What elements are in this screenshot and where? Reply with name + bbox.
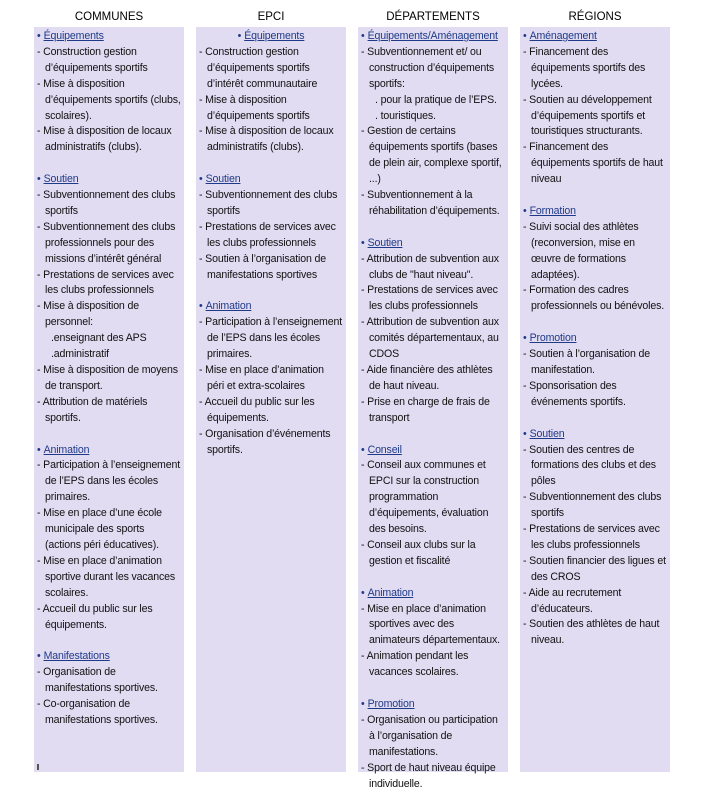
list-item: - Prestations de services avec les clubs professionnels bbox=[37, 268, 174, 297]
list-item: - Animation pendant les vacances scolaires. bbox=[361, 650, 469, 679]
list-item: - Mise à disposition de personnel: bbox=[37, 300, 139, 329]
list-item: - Organisation ou participation à l’organisation de manifestations. bbox=[361, 713, 498, 758]
list-item: - Attribution de matériels sportifs. bbox=[37, 395, 148, 424]
section-title: Promotion bbox=[529, 332, 577, 345]
list-item: - Soutien des athlètes de haut niveau. bbox=[523, 618, 660, 647]
bullet-icon: • bbox=[361, 443, 365, 456]
section-heading bbox=[361, 697, 505, 713]
bullet-icon: • bbox=[361, 236, 365, 249]
list-item: - Co-organisation de manifestations sportives. bbox=[37, 698, 158, 726]
section-title: Animation bbox=[43, 443, 90, 456]
list-item: - Prestations de services avec les clubs professionnels bbox=[199, 220, 336, 249]
list-item: - Soutien à l’organisation de manifestation. bbox=[523, 348, 650, 376]
list-item: - Construction gestion d’équipements sportifs bbox=[37, 45, 148, 74]
section-title: Soutien bbox=[205, 173, 241, 186]
section-title: Équipements bbox=[244, 30, 305, 42]
bullet-icon: • bbox=[523, 332, 527, 345]
list-item: - Accueil du public sur les équipements. bbox=[37, 602, 153, 631]
section-spacer bbox=[199, 156, 343, 172]
list-item: - Mise à disposition de locaux administratifs (clubs). bbox=[199, 125, 334, 154]
section-spacer bbox=[361, 681, 505, 697]
column-body bbox=[196, 27, 346, 772]
section-title: Promotion bbox=[367, 698, 415, 710]
section-heading bbox=[523, 331, 667, 347]
bullet-icon: • bbox=[37, 650, 41, 663]
section-heading bbox=[361, 586, 505, 602]
bullet-icon: • bbox=[523, 204, 527, 217]
list-item: . touristiques. bbox=[375, 109, 436, 122]
column-header: DÉPARTEMENTS bbox=[386, 11, 480, 23]
section-title: Équipements/Aménagement bbox=[367, 30, 498, 42]
section-heading bbox=[361, 236, 505, 252]
column-header: EPCI bbox=[257, 11, 285, 23]
list-item: - Participation à l’enseignement de l’EPS dans les écoles primaires. bbox=[199, 316, 343, 361]
list-item: - Subventionnement des clubs sportifs bbox=[523, 491, 662, 520]
list-item: - Soutien des centres de formations des clubs et des pôles bbox=[523, 443, 656, 488]
list-item: - Prise en charge de frais de transport bbox=[361, 395, 490, 424]
list-item: - Organisation de manifestations sportives. bbox=[37, 666, 158, 695]
list-item: - Mise en place d’animation sportive durant les vacances scolaires. bbox=[37, 554, 176, 599]
list-item: - Subventionnement et/ ou construction d’équipements sportifs: bbox=[361, 45, 495, 90]
section-title: Manifestations bbox=[43, 650, 110, 663]
list-item: - Financement des équipements sportifs des lycées. bbox=[523, 45, 646, 90]
column-departements bbox=[358, 8, 508, 790]
bullet-icon: • bbox=[37, 173, 41, 186]
section-title: Équipements bbox=[43, 30, 104, 42]
section-spacer bbox=[37, 633, 181, 649]
list-item: - Aide financière des athlètes de haut niveau. bbox=[361, 364, 493, 392]
list-item: - Financement des équipements sportifs de haut niveau bbox=[523, 141, 663, 186]
bullet-icon: • bbox=[361, 586, 365, 599]
list-item: - Conseil aux clubs sur la gestion et fiscalité bbox=[361, 538, 476, 567]
column-body bbox=[520, 27, 670, 772]
list-item: - Accueil du public sur les équipements. bbox=[199, 395, 315, 424]
section-heading bbox=[37, 649, 181, 665]
section-heading bbox=[523, 204, 667, 220]
section-heading bbox=[199, 29, 343, 45]
section-heading bbox=[199, 299, 343, 315]
column-body bbox=[358, 27, 508, 790]
section-heading bbox=[361, 29, 505, 45]
list-item: - Prestations de services avec les clubs professionnels bbox=[361, 284, 498, 313]
column-regions bbox=[520, 8, 670, 772]
list-item: - Soutien à l’organisation de manifestations sportives bbox=[199, 252, 326, 281]
column-body bbox=[34, 27, 184, 772]
list-item: - Subventionnement des clubs professionnels pour des missions d’intérêt général bbox=[37, 220, 176, 265]
list-item: - Attribution de subvention aux comités départementaux, au CDOS bbox=[361, 316, 499, 361]
section-title: Soutien bbox=[43, 173, 79, 186]
list-item: - Mise en place d’animation sportives avec des animateurs départementaux. bbox=[361, 602, 500, 647]
section-heading bbox=[361, 443, 505, 459]
section-spacer bbox=[37, 156, 181, 172]
list-item: - Organisation d’événements sportifs. bbox=[199, 427, 331, 456]
bullet-icon: • bbox=[199, 300, 203, 313]
section-heading bbox=[37, 443, 181, 459]
bullet-icon: • bbox=[37, 443, 41, 456]
list-item: - Participation à l’enseignement de l’EPS dans les écoles primaires. bbox=[37, 459, 181, 504]
list-item: .enseignant des APS bbox=[51, 332, 147, 345]
list-item: - Subventionnement à la réhabilitation d’équipements. bbox=[361, 189, 500, 217]
list-item: - Formation des cadres professionnels ou bénévoles. bbox=[523, 284, 665, 313]
bullet-icon: • bbox=[199, 173, 203, 186]
section-title: Animation bbox=[367, 586, 414, 599]
section-spacer bbox=[361, 570, 505, 586]
list-item: - Mise à disposition d’équipements sportifs (clubs, scolaires). bbox=[37, 77, 181, 122]
bullet-icon: • bbox=[237, 30, 242, 42]
column-communes bbox=[34, 8, 184, 772]
column-epci bbox=[196, 8, 346, 772]
list-item: .administratif bbox=[51, 348, 109, 361]
section-heading bbox=[37, 29, 181, 45]
section-title: Aménagement bbox=[529, 30, 597, 42]
list-item: - Subventionnement des clubs sportifs bbox=[37, 189, 176, 217]
list-item: - Suivi social des athlètes (reconversion, mise en œuvre de formations adaptées). bbox=[523, 220, 639, 281]
list-item: - Construction gestion d’équipements sportifs d’intérêt communautaire bbox=[199, 45, 318, 90]
section-spacer bbox=[199, 283, 343, 299]
section-heading bbox=[523, 29, 667, 45]
column-header: COMMUNES bbox=[74, 11, 144, 23]
list-item: - Mise en place d’animation péri et extra-scolaires bbox=[199, 364, 324, 392]
section-title: Formation bbox=[529, 204, 576, 217]
list-item: . pour la pratique de l’EPS. bbox=[375, 93, 497, 106]
section-heading bbox=[199, 172, 343, 188]
list-item: - Aide au recrutement d’éducateurs. bbox=[523, 586, 622, 615]
list-item: - Sport de haut niveau équipe individuelle. bbox=[361, 761, 496, 790]
list-item: - Subventionnement des clubs sportifs bbox=[199, 189, 338, 217]
section-title: Soutien bbox=[367, 236, 403, 249]
section-spacer bbox=[523, 188, 667, 204]
section-heading bbox=[37, 172, 181, 188]
list-item: - Mise en place d’une école municipale des sports (actions péri éducatives). bbox=[37, 507, 162, 551]
list-item: - Mise à disposition de moyens de transport. bbox=[37, 364, 178, 392]
bullet-icon: • bbox=[37, 30, 41, 42]
bullet-icon: • bbox=[523, 427, 527, 440]
list-item: - Gestion de certains équipements sportifs (bases de plein air, complexe sportif, ...) bbox=[361, 125, 502, 186]
section-heading bbox=[523, 427, 667, 443]
list-item: - Soutien au développement d’équipements sportifs et touristiques structurants. bbox=[523, 93, 652, 138]
list-item: - Soutien financier des ligues et des CROS bbox=[523, 554, 666, 583]
section-spacer bbox=[523, 315, 667, 331]
bullet-icon: • bbox=[361, 698, 365, 710]
section-spacer bbox=[37, 427, 181, 443]
section-spacer bbox=[361, 427, 505, 443]
section-spacer bbox=[523, 411, 667, 427]
bullet-icon: • bbox=[361, 30, 365, 42]
list-item: - Mise à disposition de locaux administratifs (clubs). bbox=[37, 125, 172, 154]
bullet-icon: • bbox=[523, 30, 527, 42]
list-item: - Sponsorisation des événements sportifs. bbox=[523, 379, 626, 408]
section-title: Animation bbox=[205, 300, 252, 313]
list-item: - Conseil aux communes et EPCI sur la construction programmation d’équipements, évaluation des besoins. bbox=[361, 459, 489, 536]
section-spacer bbox=[361, 220, 505, 236]
section-title: Soutien bbox=[529, 427, 565, 440]
bottom-tick-mark bbox=[37, 764, 39, 770]
column-header: RÉGIONS bbox=[568, 11, 622, 23]
list-item: - Prestations de services avec les clubs professionnels bbox=[523, 523, 660, 551]
list-item: - Attribution de subvention aux clubs de "haut niveau". bbox=[361, 252, 499, 281]
list-item: - Mise à disposition d’équipements sportifs bbox=[199, 93, 310, 122]
section-title: Conseil bbox=[367, 443, 402, 456]
